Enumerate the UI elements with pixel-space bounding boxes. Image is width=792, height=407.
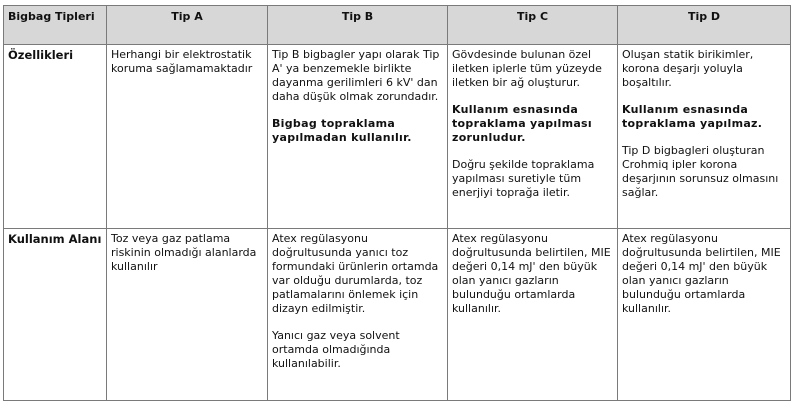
cell-kullanim-tip-c	[448, 229, 618, 401]
cell-paragraph: Herhangi bir elektrostatik koruma sağlamamaktadır	[111, 48, 253, 75]
cell-paragraph: Atex regülasyonu doğrultusunda belirtilen, MIE değeri 0,14 mJ' den büyük olan yanıcı gazların bulunduğu ortamlarda kullanılır.	[622, 232, 781, 315]
cell-paragraph: Doğru şekilde topraklama yapılması suretiyle tüm enerjiyi toprağa iletir.	[452, 158, 595, 199]
cell-paragraph: Toz veya gaz patlama riskinin olmadığı alanlarda kullanılır	[111, 232, 257, 273]
cell-paragraph: Tip D bigbagleri oluşturan Crohmiq ipler korona deşarjının sorunsuz olmasını sağlar.	[622, 144, 779, 199]
cell-ozellikleri-tip-a	[107, 45, 268, 229]
cell-paragraph: Tip B bigbagler yapı olarak Tip A' ya benzemekle birlikte dayanma gerilimleri 6 kV' dan daha düşük olmak zorundadır.	[272, 48, 440, 103]
cell-paragraph: Bigbag topraklama yapılmadan kullanılır.	[272, 117, 412, 144]
row-header-kullanim-alani: Kullanım Alanı	[4, 229, 107, 401]
cell-ozellikleri-tip-b	[268, 45, 448, 229]
table-header	[4, 6, 791, 45]
cell-kullanim-tip-b	[268, 229, 448, 401]
table-row-ozellikleri	[4, 45, 791, 229]
cell-paragraph: Kullanım esnasında topraklama yapılmaz.	[622, 103, 763, 130]
cell-kullanim-tip-a	[107, 229, 268, 401]
header-row	[4, 6, 791, 45]
cell-paragraph: Kullanım esnasında topraklama yapılması zorunludur.	[452, 103, 592, 144]
cell-paragraph: Yanıcı gaz veya solvent ortamda olmadığında kullanılabilir.	[272, 329, 400, 370]
row-header-ozellikleri: Özellikleri	[4, 45, 107, 229]
cell-paragraph: Gövdesinde bulunan özel iletken iplerle tüm yüzeyde iletken bir ağ oluşturur.	[452, 48, 602, 89]
cell-paragraph: Atex regülasyonu doğrultusunda yanıcı toz formundaki ürünlerin ortamda var olduğu durumlarda, toz patlamalarını önlemek için dizayn edilmiştir.	[272, 232, 439, 315]
column-header-tip-b: Tip B	[268, 6, 448, 45]
table-row-kullanim-alani	[4, 229, 791, 401]
column-header-tip-c: Tip C	[448, 6, 618, 45]
cell-paragraph: Oluşan statik birikimler, korona deşarjı yoluyla boşaltılır.	[622, 48, 754, 89]
corner-header: Bigbag Tipleri	[4, 6, 107, 45]
cell-kullanim-tip-d	[618, 229, 791, 401]
column-header-tip-d: Tip D	[618, 6, 791, 45]
cell-ozellikleri-tip-c	[448, 45, 618, 229]
bigbag-comparison-table	[3, 5, 791, 401]
cell-paragraph: Atex regülasyonu doğrultusunda belirtilen, MIE değeri 0,14 mJ' den büyük olan yanıcı gazların bulunduğu ortamlarda kullanılır.	[452, 232, 611, 315]
column-header-tip-a: Tip A	[107, 6, 268, 45]
cell-ozellikleri-tip-d	[618, 45, 791, 229]
